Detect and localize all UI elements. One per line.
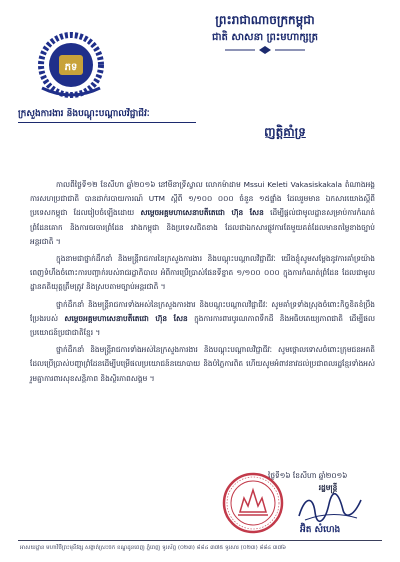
closing-date: ថ្ងៃទី១៦ ខែសីហា ឆ្នាំ២០១៦	[268, 471, 348, 480]
paragraph-3-text-end: ក្នុងការការពារបូរណភាពទឹកដី និងអធិបតេយ្យភាពជាតិ ដើម្បីផលប្រយោជន៍ប្រជាជាតិខ្មែរ ។	[30, 313, 375, 338]
handwritten-signature	[295, 488, 365, 528]
closing-role: រដ្ឋមន្ត្រី	[318, 483, 338, 492]
header-ornament	[225, 46, 305, 54]
paragraph-1-emphasis: សម្តេចអគ្គមហាសេនាបតីតេជោ ហ៊ុន សែន	[140, 208, 264, 218]
paragraph-1-text-end: ដើម្បីផ្តល់ជាមូលដ្ឋានសម្រាប់ការកំណត់ព្រំដែនគោក និងការចរចារព្រំដែន រវាងកម្ពុជា និងប្រទេសជិតខាង ដែលជាឯកសារផ្លូវការតែមួយគត់ដែលមានតម្លៃខាងច្បាប់អន្តរជាតិ ។	[30, 208, 375, 246]
document-body	[30, 178, 375, 389]
official-seal	[222, 472, 284, 534]
paragraph-3-emphasis: សម្តេចអគ្គមហាសេនាបតីតេជោ ហ៊ុន សែន	[64, 313, 188, 323]
ministry-name: ក្រសួងការងារ និងបណ្តុះបណ្តាលវិជ្ជាជីវៈ	[18, 109, 150, 119]
national-motto: ជាតិ សាសនា ព្រះមហាក្សត្រ	[212, 32, 318, 43]
footer-divider	[18, 540, 382, 541]
paragraph-3-text: ថ្នាក់ដឹកនាំ និងមន្ត្រីរាជការទាំងអស់នៃក្រសួងការងារ និងបណ្តុះបណ្តាលវិជ្ជាជីវៈ សូមគាំទ្រទាំងស្រុងចំពោះកិច្ចខិតខំប្រឹងប្រែងរបស់	[30, 299, 375, 323]
paragraph-1-text: កាលពីថ្ងៃទី១២ ខែសីហា ឆ្នាំ២០១៦ នៅមីនាទ្រីស្វាល លោកម៉ាដាម Mssui Keleti Vakasiskakala តំណាងអង្គការសហប្រជាជាតិ បានដាក់របាយការណ៍ UTM ស្តីពី ១/១០០ ០០០ ចំនួន ១៥ផ្ទាំង ដែលរួមមាន ឯកសារយោងស្តីពីប្រទេសកម្ពុជា ដែលរៀបចំឡើងដោយ	[30, 180, 375, 218]
ministry-emblem	[30, 30, 112, 100]
emblem-label: ភទ	[64, 62, 78, 73]
ministry-underline	[18, 122, 196, 123]
kingdom-header: ព្រះរាជាណាចក្រកម្ពុជា	[215, 13, 315, 27]
paragraph-1	[30, 178, 375, 249]
document-title: ញត្តិគាំទ្រ	[264, 125, 306, 139]
paragraph-3	[30, 298, 375, 341]
paragraph-4: ថ្នាក់ដឹកនាំ និងមន្ត្រីរាជការទាំងអស់នៃក្រសួងការងារ និងបណ្តុះបណ្តាលវិជ្ជាជីវៈ សូមថ្កោលទោសចំពោះក្រុមជនអគតិ ដែលប្រើប្រាស់បញ្ហាព្រំដែនដើម្បីបម្រើផលប្រយោជន៍នយោបាយ និងបំភ្លៃការពិត ហើយសូមអំពាវនាវដល់ប្រជាពលរដ្ឋខ្មែរទាំងអស់ រួមគ្នាការពារសុខសន្តិភាព និងស្ថិរភាពសង្គម ។	[30, 345, 375, 383]
footer-address: អាសយដ្ឋាន មហាវិថីព្រះមុនីវង្ស សង្កាត់ស្រះចក ខណ្ឌដូនពេញ ភ្នំពេញ ទូរស័ព្ទ (០២៣) ៨៨៤ ៣៧៥ ទូរសារ (០២៣) ៨៨៤ ៣៧៦	[20, 545, 286, 551]
paragraph-2: ក្នុងនាមជាថ្នាក់ដឹកនាំ និងមន្ត្រីរាជការនៃក្រសួងការងារ និងបណ្តុះបណ្តាលវិជ្ជាជីវៈ យើងខ្ញុំសូមសម្តែងនូវការគាំទ្រយ៉ាងពេញទំហឹងចំពោះការបញ្ជាក់របស់រាជរដ្ឋាភិបាល អំពីការប្រើប្រាស់ផែនទីខ្នាត ១/១០០ ០០០ ក្នុងការកំណត់ព្រំដែន ដែលជាមូលដ្ឋានគតិយុត្តត្រឹមត្រូវ និងស្របតាមច្បាប់អន្តរជាតិ ។	[30, 254, 375, 292]
signer-name: អ៊ិត សំហេង	[300, 525, 341, 535]
